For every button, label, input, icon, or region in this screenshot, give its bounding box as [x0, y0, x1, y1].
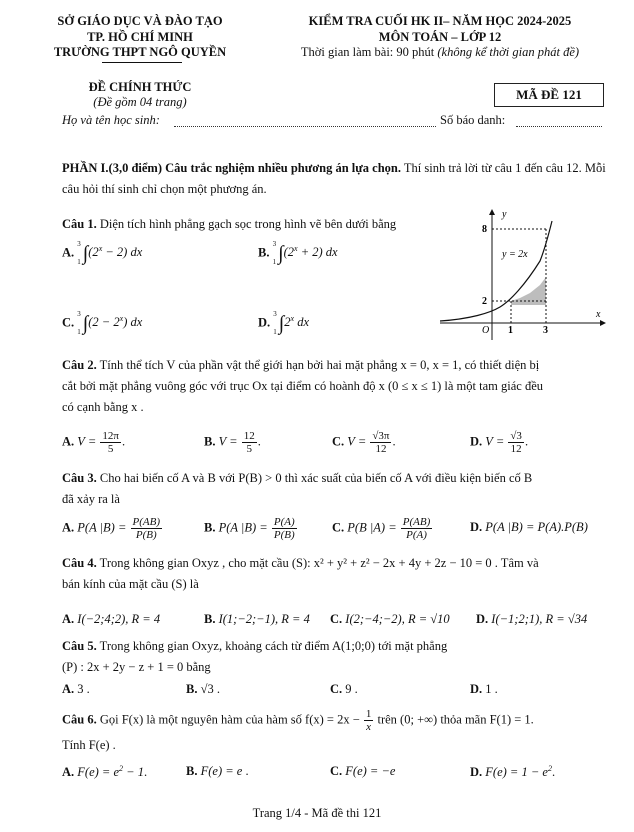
tick-3: 3 [543, 325, 548, 336]
school-name: TRƯỜNG THPT NGÔ QUYỀN [53, 45, 227, 59]
q2-option-a[interactable]: A. V = $\frac{12\pi}{5}$ . [62, 430, 126, 455]
pages-note: (Đề gồm 04 trang) [93, 95, 187, 109]
q1-option-b[interactable]: B. 3 1 $\int(2^x + 2)$ dx [258, 240, 338, 266]
q6-option-d[interactable]: D. $F(e) = 1 - e^2$. [470, 764, 556, 780]
q1-graph [440, 205, 610, 345]
q2-stem: Câu 2. Tính thể tích V của phần vật thể giới hạn bởi hai mặt phẳng x = 0, x = 1, có thiết diện bị cắt bởi mặt phẳng vuông góc với trục Ox tại điểm có hoành độ x (0 ≤ x ≤ 1) là một tam giác đều có cạnh bằng x . [62, 358, 543, 414]
curve-label: y = 2x [502, 249, 528, 260]
q5-option-a[interactable]: A. 3 . [62, 682, 90, 696]
candidate-number-label: Số báo danh: [440, 113, 506, 127]
student-name-label: Họ và tên học sinh: [62, 113, 160, 127]
exam-code-box: MÃ ĐỀ 121 [494, 83, 604, 107]
q3-option-c[interactable]: C. P(B |A) = $\frac{P(AB)}{P(A)}$ [332, 516, 431, 541]
time-limit: Thời gian làm bài: 90 phút (không kể thời gian phát đề) [300, 45, 580, 59]
q6-stem-line2: Tính F(e) . [62, 738, 116, 752]
q3-stem: Câu 3. Cho hai biến cố A và B với P(B) > 0 thì xác suất của biến cố A với điều kiện biến cố B đã xảy ra là [62, 471, 533, 506]
tick-2: 2 [482, 296, 487, 307]
q3-option-a[interactable]: A. P(A |B) = $\frac{P(AB)}{P(B)}$ [62, 516, 161, 541]
q6-stem-line1: Câu 6. Gọi F(x) là một nguyên hàm của hàm số f(x) = 2x − $\frac{1}{x}$ trên (0; +∞) thỏa mãn F(1) = 1. [62, 708, 534, 733]
header-divider [102, 62, 182, 63]
student-name-blank[interactable] [174, 126, 436, 127]
q6-option-c[interactable]: C. F(e) = −e [330, 764, 396, 778]
q4-option-c[interactable]: C. I(2;−4;−2), R = √10 [330, 612, 450, 626]
part1-heading: PHẦN I.(3,0 điểm) Câu trắc nghiệm nhiều phương án lựa chọn. Thí sinh trả lời từ câu 1 đến câu 12. Mỗi câu hỏi thí sinh chỉ chọn một phương án. [62, 161, 606, 196]
q1-option-d[interactable]: D. 3 1 ∫2$^x$ dx [258, 310, 310, 336]
q5-option-d[interactable]: D. 1 . [470, 682, 498, 696]
q1-option-a[interactable]: A. 3 1 $\int(2^x - 2)$ dx [62, 240, 143, 266]
exam-title: KIỂM TRA CUỐI HK II– NĂM HỌC 2024-2025 [308, 14, 572, 28]
q3-option-b[interactable]: B. P(A |B) = $\frac{P(A)}{P(B)}$ [204, 516, 295, 541]
q4-option-a[interactable]: A. I(−2;4;2), R = 4 [62, 612, 161, 626]
tick-1: 1 [508, 325, 513, 336]
city-name: TP. HỒ CHÍ MINH [87, 30, 193, 44]
q2-option-c[interactable]: C. V = $\frac{√3\pi}{12}$ . [332, 430, 396, 455]
q5-option-c[interactable]: C. 9 . [330, 682, 358, 696]
official-label: ĐỀ CHÍNH THỨC [88, 80, 192, 94]
x-axis-label: x [596, 309, 601, 320]
q6-option-a[interactable]: A. $F(e) = e^2 - 1$. [62, 764, 148, 780]
q4-option-d[interactable]: D. I(−1;2;1), R = √34 [476, 612, 588, 626]
q5-stem: Câu 5. Trong không gian Oxyz, khoảng cách từ điểm A(1;0;0) tới mặt phẳng (P) : 2x + 2y − z + 1 = 0 bằng [62, 639, 448, 674]
candidate-number-blank[interactable] [516, 126, 602, 127]
q1-option-c[interactable]: C. 3 1 $\int(2 - 2^x)$ dx [62, 310, 143, 336]
tick-8: 8 [482, 224, 487, 235]
subject-title: MÔN TOÁN – LỚP 12 [378, 30, 502, 44]
q2-option-b[interactable]: B. V = $\frac{12}{5}$ . [204, 430, 261, 455]
page-footer: Trang 1/4 - Mã đề thi 121 [252, 806, 382, 820]
q1-stem: Câu 1. Diện tích hình phẳng gạch sọc trong hình vẽ bên dưới bằng [62, 217, 397, 231]
q5-option-b[interactable]: B. √3 . [186, 682, 220, 696]
q2-option-d[interactable]: D. V = $\frac{√3}{12}$ . [470, 430, 529, 455]
q3-option-d[interactable]: D. P(A |B) = P(A).P(B) [470, 520, 588, 534]
q4-stem: Câu 4. Trong không gian Oxyz , cho mặt cầu (S): x² + y² + z² − 2x + 4y + 2z − 10 = 0 . Tâm và bán kính của mặt cầu (S) là [62, 556, 539, 591]
q4-option-b[interactable]: B. I(1;−2;−1), R = 4 [204, 612, 310, 626]
department-name: SỞ GIÁO DỤC VÀ ĐÀO TẠO [57, 14, 223, 28]
origin-label: O [482, 325, 490, 336]
y-axis-label: y [502, 209, 507, 220]
q6-option-b[interactable]: B. F(e) = e . [186, 764, 249, 778]
curve-2x [440, 221, 552, 321]
